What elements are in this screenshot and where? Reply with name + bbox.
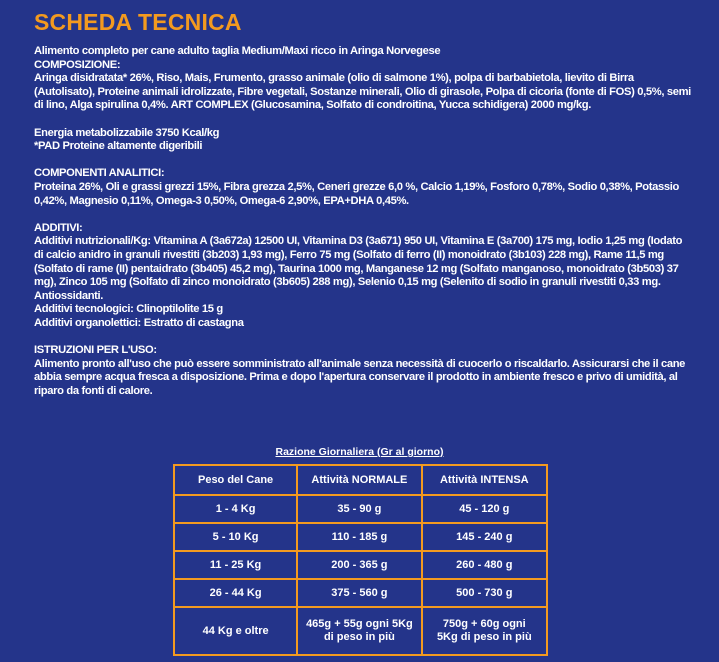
cell-intense-line-1: 750g + 60g ogni (442, 618, 526, 630)
analytical-heading: COMPONENTI ANALITICI: (34, 167, 165, 180)
cell-normal-line-1: 465g + 55g ogni 5Kg (306, 618, 413, 630)
cell-intense-line-2: 5Kg di peso in più (436, 631, 532, 643)
table-row (174, 607, 547, 655)
additives-heading: ADDITIVI: (34, 221, 83, 234)
cell-intense: 145 - 240 g (422, 523, 547, 551)
header-normal-activity: Attività NORMALE (297, 465, 421, 495)
table-row (174, 495, 547, 523)
energy-value: Energia metabolizzabile 3750 Kcal/kg (34, 126, 220, 139)
additives-nutritional: Additivi nutrizionali/Kg: Vitamina A (3a672a) 12500 UI, Vitamina D3 (3a671) 950 UI, Vitamina E (3a700) 175 mg, Iodio 1,25 mg (Iodato di calcio anidro in granuli rivestiti (3b203) 1,93 mg), Ferro 75 mg (Solfato di ferro (II) monoidrato (3b103) 228 mg), Rame 11,5 mg (Solfato di rame (II) pentaidrato (3b405) 45,2 mg), Taurina 1000 mg, Manganese 12 mg (Solfato manganoso, monoidrato (3b503) 37 mg), Zinco 105 mg (Solfato di zinco monoidrato (3b605) 288 mg), Selenio 0,15 mg (Selenito di sodio in granuli rivestiti 0,33 mg. Antiossidanti. (34, 235, 683, 302)
header-intense-activity: Attività INTENSA (422, 465, 547, 495)
cell-normal: 110 - 185 g (297, 523, 421, 551)
cell-normal: 375 - 560 g (297, 579, 421, 607)
daily-ration-table (173, 464, 548, 656)
additives-technological: Additivi tecnologici: Clinoptilolite 15 g (34, 303, 223, 316)
composition-text: Aringa disidratata* 26%, Riso, Mais, Frumento, grasso animale (olio di salmone 1%), polpa di barbabietola, lievito di Birra (Autolisato), Proteine animali idrolizzate, Fibre vegetali, Sostanze minerali, Olio di girasole, Polpa di cicoria (fonte di FOS) 0,5%, semi di lino, Alga spirulina 0,4%. ART COMPLEX (Glucosamina, Solfato di condroitina, Yucca schidigera) 2000 mg/kg. (34, 72, 691, 112)
cell-intense: 500 - 730 g (422, 579, 547, 607)
cell-weight: 5 - 10 Kg (174, 523, 297, 551)
ration-caption: Razione Giornaliera (Gr al giorno) (275, 446, 444, 458)
analytical-text: Proteina 26%, Oli e grassi grezzi 15%, Fibra grezza 2,5%, Ceneri grezze 6,0 %, Calcio 1,19%, Fosforo 0,78%, Sodio 0,38%, Potassio 0,42%, Magnesio 0,11%, Omega-3 0,50%, Omega-6 2,90%, EPA+DHA 0,45%. (34, 180, 680, 207)
cell-weight: 44 Kg e oltre (174, 607, 297, 655)
pad-note: *PAD Proteine altamente digeribili (34, 140, 203, 153)
table-header-row (174, 465, 547, 495)
table-row (174, 579, 547, 607)
header-dog-weight: Peso del Cane (174, 465, 297, 495)
technical-sheet-body (34, 45, 694, 398)
table-row (174, 551, 547, 579)
cell-normal: 35 - 90 g (297, 495, 421, 523)
instructions-heading: ISTRUZIONI PER L'USO: (34, 344, 157, 357)
composition-heading: COMPOSIZIONE: (34, 58, 121, 71)
cell-intense: 260 - 480 g (422, 551, 547, 579)
cell-weight: 26 - 44 Kg (174, 579, 297, 607)
cell-normal: 200 - 365 g (297, 551, 421, 579)
cell-intense: 45 - 120 g (422, 495, 547, 523)
instructions-text: Alimento pronto all'uso che può essere somministrato all'animale senza necessità di cuocerlo o riscaldarlo. Assicurarsi che il cane abbia sempre acqua fresca a disposizione. Prima e dopo l'apertura conservare il prodotto in ambiente fresco e privo di umidità, al riparo da fonti di calore. (34, 357, 686, 397)
cell-weight: 11 - 25 Kg (174, 551, 297, 579)
cell-intense (422, 607, 547, 655)
page-title: SCHEDA TECNICA (34, 9, 242, 35)
cell-normal-line-2: di peso in più (323, 631, 395, 643)
table-row (174, 523, 547, 551)
product-description: Alimento completo per cane adulto taglia Medium/Maxi ricco in Aringa Norvegese (34, 45, 441, 57)
additives-organoleptic: Additivi organolettici: Estratto di castagna (34, 316, 244, 329)
cell-normal (297, 607, 421, 655)
cell-weight: 1 - 4 Kg (174, 495, 297, 523)
